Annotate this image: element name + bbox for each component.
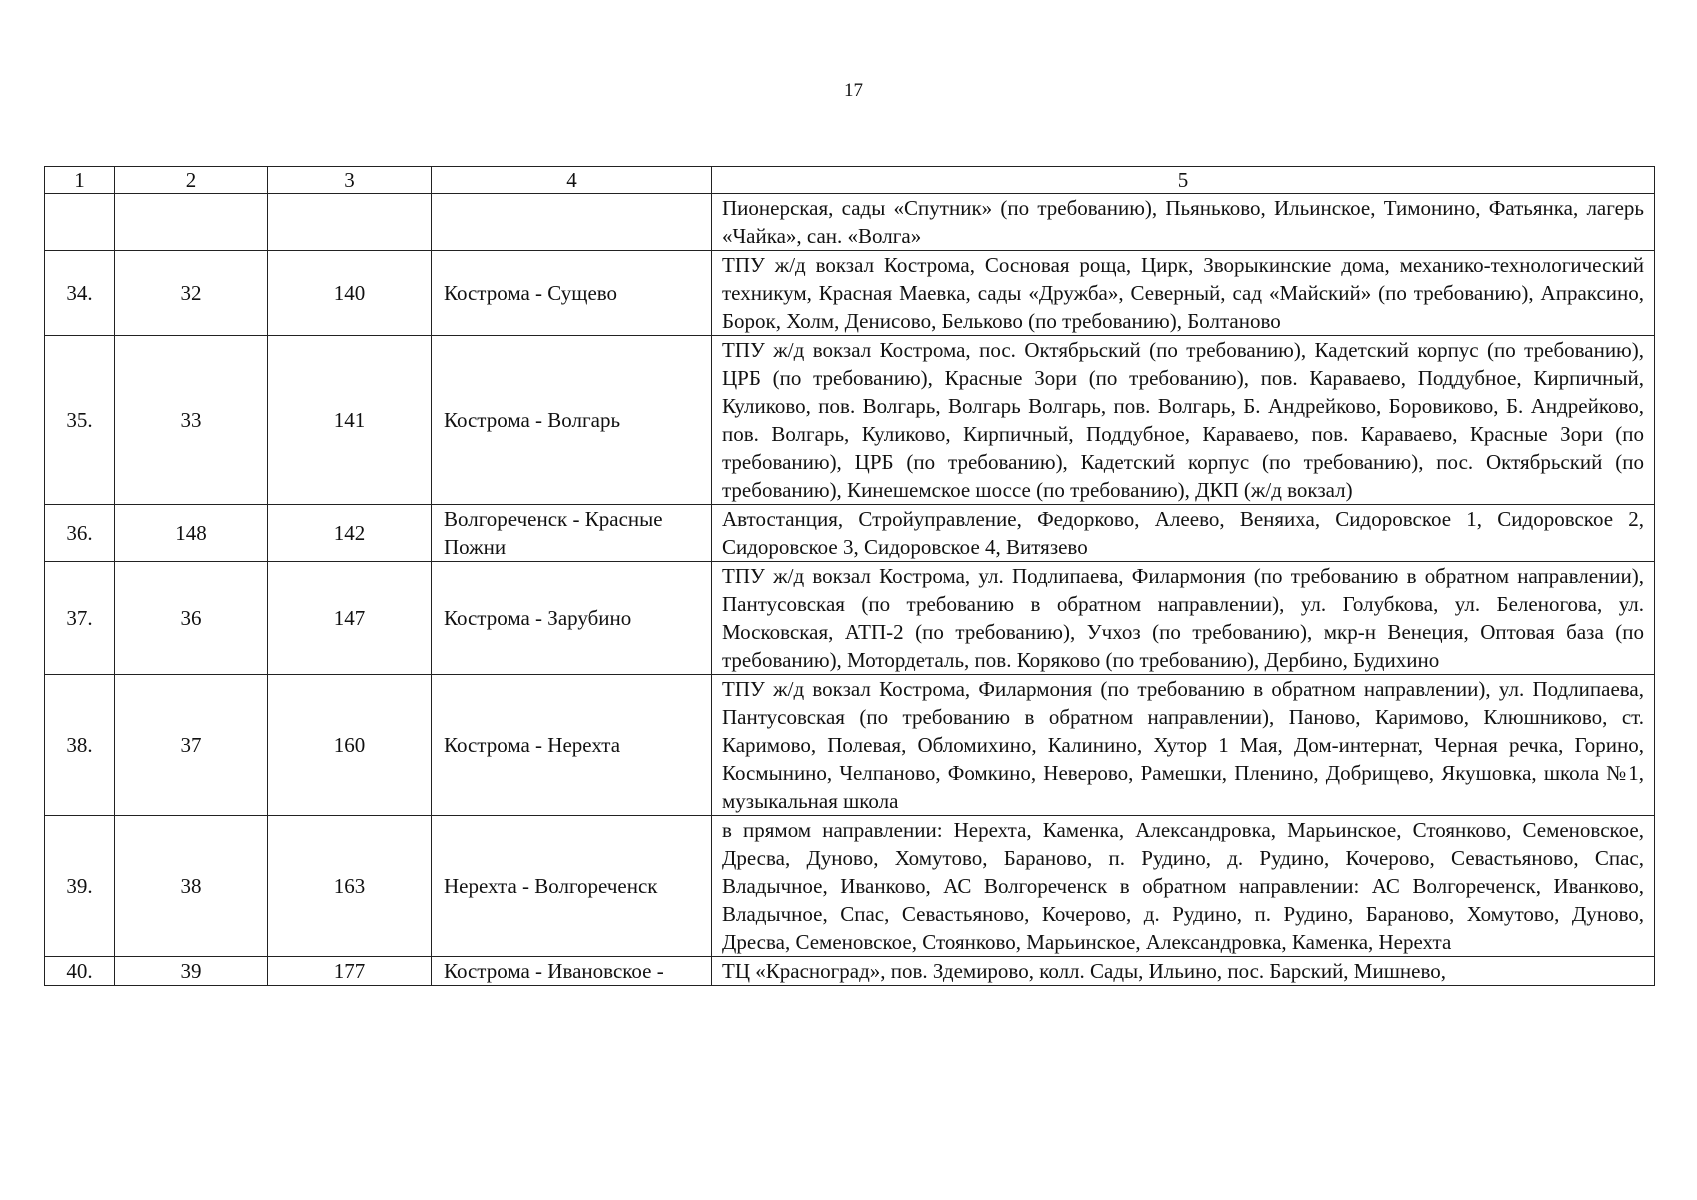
route-code-cell: 36 <box>115 562 268 675</box>
stops-cell: ТПУ ж/д вокзал Кострома, ул. Подлипаева, Филармония (по требованию в обратном направлении), Пантусовская (по требованию в обратном направлении), ул. Голубкова, ул. Беленогова, ул. Московская, АТП-2 (по требованию), Учхоз (по требованию), мкр-н Венеция, Оптовая база (по требованию), Мотордеталь, пов. Коряково (по требованию), Дербино, Будихино <box>712 562 1655 675</box>
route-code-cell: 33 <box>115 336 268 505</box>
route-register-cell: 142 <box>268 505 432 562</box>
table-header-row <box>45 167 1655 194</box>
table-row <box>45 957 1655 986</box>
route-name-cell <box>432 194 712 251</box>
route-code-cell <box>115 194 268 251</box>
table-row <box>45 194 1655 251</box>
route-register-cell: 147 <box>268 562 432 675</box>
stops-cell: ТПУ ж/д вокзал Кострома, Сосновая роща, Цирк, Зворыкинские дома, механико-технологический техникум, Красная Маевка, сады «Дружба», Северный, сад «Майский» (по требованию), Апраксино, Борок, Холм, Денисово, Бельково (по требованию), Болтаново <box>712 251 1655 336</box>
stops-cell: ТПУ ж/д вокзал Кострома, Филармония (по требованию в обратном направлении), ул. Подлипаева, Пантусовская (по требованию в обратном направлении), Паново, Каримово, Клюшниково, ст. Каримово, Полевая, Обломихино, Калинино, Хутор 1 Мая, Дом-интернат, Черная речка, Горино, Космынино, Челпаново, Фомкино, Неверово, Рамешки, Пленино, Добрищево, Якушовка, школа №1, музыкальная школа <box>712 675 1655 816</box>
stops-cell: ТЦ «Красноград», пов. Здемирово, колл. Сады, Ильино, пос. Барский, Мишнево, <box>712 957 1655 986</box>
route-register-cell: 177 <box>268 957 432 986</box>
table-row <box>45 675 1655 816</box>
route-name-cell: Кострома - Зарубино <box>432 562 712 675</box>
stops-cell: Пионерская, сады «Спутник» (по требованию), Пьяньково, Ильинское, Тимонино, Фатьянка, лагерь «Чайка», сан. «Волга» <box>712 194 1655 251</box>
page-number: 17 <box>844 80 863 101</box>
route-name-cell: Кострома - Сущево <box>432 251 712 336</box>
routes-table <box>44 166 1655 986</box>
row-number: 39. <box>45 816 115 957</box>
stops-cell: в прямом направлении: Нерехта, Каменка, Александровка, Марьинское, Стоянково, Семеновское, Дресва, Дуново, Хомутово, Бараново, п. Рудино, д. Рудино, Кочерово, Севастьяново, Спас, Владычное, Иванково, АС Волгореченск в обратном направлении: АС Волгореченск, Иванково, Владычное, Спас, Севастьяново, Кочерово, д. Рудино, п. Рудино, Бараново, Хомутово, Дуново, Дресва, Семеновское, Стоянково, Марьинское, Александровка, Каменка, Нерехта <box>712 816 1655 957</box>
stops-cell: ТПУ ж/д вокзал Кострома, пос. Октябрьский (по требованию), Кадетский корпус (по требованию), ЦРБ (по требованию), Красные Зори (по требованию), пов. Караваево, Поддубное, Кирпичный, Куликово, пов. Волгарь, Волгарь Волгарь, пов. Волгарь, Б. Андрейково, Боровиково, Б. Андрейково, пов. Волгарь, Куликово, Кирпичный, Поддубное, Караваево, пов. Караваево, Красные Зори (по требованию), ЦРБ (по требованию), Кадетский корпус (по требованию), пос. Октябрьский (по требованию), Кинешемское шоссе (по требованию), ДКП (ж/д вокзал) <box>712 336 1655 505</box>
stops-cell: Автостанция, Стройуправление, Федорково, Алеево, Веняиха, Сидоровское 1, Сидоровское 2, Сидоровское 3, Сидоровское 4, Витязево <box>712 505 1655 562</box>
table-row <box>45 251 1655 336</box>
table-row <box>45 505 1655 562</box>
route-code-cell: 38 <box>115 816 268 957</box>
route-register-cell: 140 <box>268 251 432 336</box>
row-number: 37. <box>45 562 115 675</box>
route-name-cell: Нерехта - Волгореченск <box>432 816 712 957</box>
route-name-cell: Кострома - Волгарь <box>432 336 712 505</box>
route-register-cell: 141 <box>268 336 432 505</box>
route-code-cell: 148 <box>115 505 268 562</box>
row-number <box>45 194 115 251</box>
column-header: 1 <box>45 167 115 194</box>
row-number: 38. <box>45 675 115 816</box>
column-header: 2 <box>115 167 268 194</box>
row-number: 40. <box>45 957 115 986</box>
column-header: 4 <box>432 167 712 194</box>
route-name-cell: Кострома - Ивановское - <box>432 957 712 986</box>
row-number: 36. <box>45 505 115 562</box>
route-name-cell: Кострома - Нерехта <box>432 675 712 816</box>
route-register-cell: 163 <box>268 816 432 957</box>
route-register-cell: 160 <box>268 675 432 816</box>
route-code-cell: 37 <box>115 675 268 816</box>
table-row <box>45 816 1655 957</box>
table-row <box>45 562 1655 675</box>
column-header: 5 <box>712 167 1655 194</box>
row-number: 34. <box>45 251 115 336</box>
table-row <box>45 336 1655 505</box>
route-code-cell: 39 <box>115 957 268 986</box>
route-name-cell: Волгореченск - Красные Пожни <box>432 505 712 562</box>
row-number: 35. <box>45 336 115 505</box>
column-header: 3 <box>268 167 432 194</box>
route-register-cell <box>268 194 432 251</box>
route-code-cell: 32 <box>115 251 268 336</box>
